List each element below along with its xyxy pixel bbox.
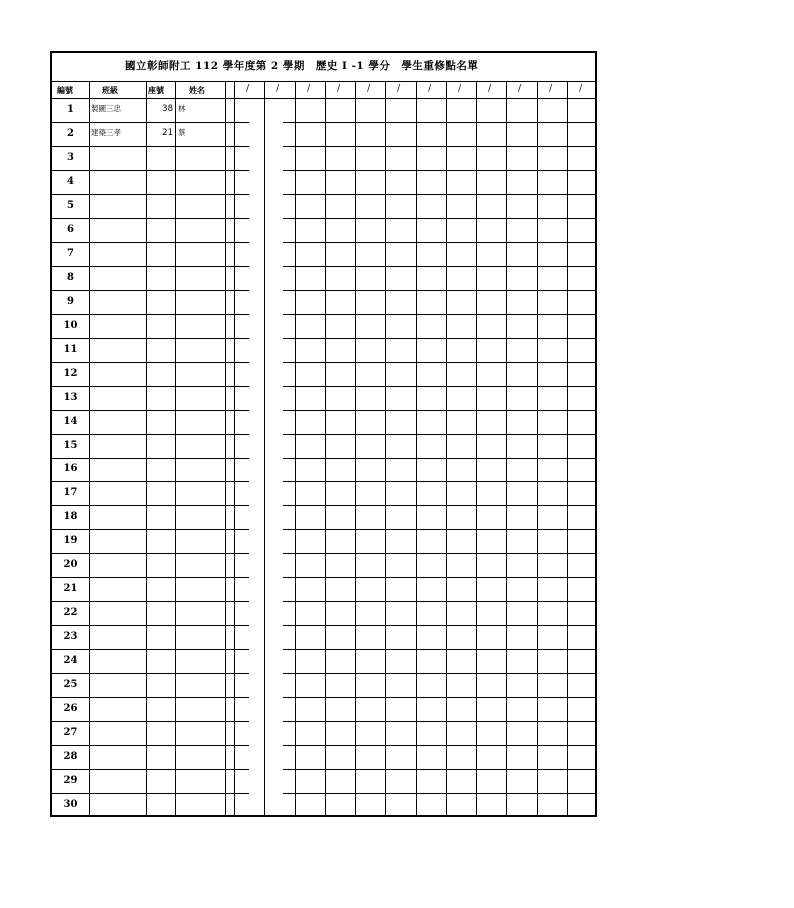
name-stub-divider — [235, 577, 249, 578]
row-number: 20 — [63, 559, 78, 571]
name-stub-divider — [235, 170, 249, 171]
name-stub-divider — [235, 122, 249, 123]
column-divider — [146, 81, 147, 817]
date-row-divider — [283, 266, 597, 267]
header-divider — [50, 98, 597, 99]
name-row-divider — [225, 793, 234, 794]
name-row-divider — [225, 218, 234, 219]
row-class: 建築三孝 — [91, 127, 121, 137]
date-column-divider — [264, 81, 265, 817]
row-divider — [50, 338, 235, 339]
row-number: 10 — [63, 319, 78, 331]
date-row-divider — [283, 769, 597, 770]
date-row-divider — [283, 434, 597, 435]
name-stub-divider — [235, 338, 249, 339]
name-row-divider — [225, 290, 234, 291]
name-stub-divider — [235, 769, 249, 770]
name-row-divider — [225, 458, 234, 459]
row-number: 21 — [63, 583, 78, 595]
name-row-divider — [225, 769, 234, 770]
name-row-divider — [225, 242, 234, 243]
name-stub-divider — [235, 290, 249, 291]
date-column-divider — [234, 81, 235, 817]
date-row-divider — [283, 122, 597, 123]
row-divider — [50, 697, 235, 698]
row-divider — [50, 673, 235, 674]
row-number: 7 — [67, 247, 74, 259]
row-divider — [50, 601, 235, 602]
date-column-divider — [476, 81, 477, 817]
date-column-divider — [416, 81, 417, 817]
name-stub-divider — [235, 529, 249, 530]
name-stub-divider — [235, 242, 249, 243]
row-divider — [50, 146, 235, 147]
name-row-divider — [225, 194, 234, 195]
date-column-divider — [295, 81, 296, 817]
name-row-divider — [225, 625, 234, 626]
name-stub-divider — [235, 218, 249, 219]
name-stub-divider — [235, 601, 249, 602]
date-slash: / — [428, 84, 432, 94]
row-number: 24 — [63, 655, 78, 667]
date-row-divider — [283, 505, 597, 506]
border-top — [50, 51, 597, 53]
header-seat: 座號 — [148, 85, 164, 95]
name-row-divider — [225, 338, 234, 339]
date-column-divider — [567, 81, 568, 817]
name-row-divider — [225, 721, 234, 722]
row-divider — [50, 458, 235, 459]
column-divider — [225, 81, 226, 817]
date-row-divider — [283, 553, 597, 554]
name-stub-divider — [235, 194, 249, 195]
name-stub-divider — [235, 553, 249, 554]
date-slash: / — [397, 84, 401, 94]
row-divider — [50, 553, 235, 554]
name-row-divider — [225, 170, 234, 171]
date-row-divider — [283, 386, 597, 387]
column-divider — [175, 81, 176, 817]
name-stub-divider — [235, 314, 249, 315]
date-column-divider — [537, 81, 538, 817]
date-slash: / — [337, 84, 341, 94]
date-row-divider — [283, 314, 597, 315]
date-row-divider — [283, 218, 597, 219]
name-row-divider — [225, 673, 234, 674]
row-name: 蔡 — [178, 127, 186, 137]
row-number: 18 — [63, 511, 78, 523]
date-row-divider — [283, 410, 597, 411]
date-row-divider — [283, 745, 597, 746]
row-divider — [50, 769, 235, 770]
name-row-divider — [225, 266, 234, 267]
name-stub-divider — [235, 434, 249, 435]
name-row-divider — [225, 577, 234, 578]
name-row-divider — [225, 553, 234, 554]
row-divider — [50, 529, 235, 530]
date-row-divider — [283, 242, 597, 243]
date-slash: / — [307, 84, 311, 94]
row-number: 30 — [63, 799, 78, 811]
row-divider — [50, 122, 235, 123]
name-row-divider — [225, 434, 234, 435]
name-stub-divider — [235, 146, 249, 147]
row-divider — [50, 290, 235, 291]
row-number: 27 — [63, 727, 78, 739]
date-column-divider — [355, 81, 356, 817]
name-stub-divider — [235, 721, 249, 722]
date-slash: / — [488, 84, 492, 94]
name-row-divider — [225, 601, 234, 602]
row-number: 23 — [63, 631, 78, 643]
name-row-divider — [225, 697, 234, 698]
date-column-divider — [385, 81, 386, 817]
row-number: 12 — [63, 367, 78, 379]
row-number: 19 — [63, 535, 78, 547]
row-name: 林 — [178, 103, 186, 113]
row-class: 製圖三忠 — [91, 103, 121, 113]
name-row-divider — [225, 529, 234, 530]
row-divider — [50, 434, 235, 435]
attendance-sheet — [50, 51, 597, 817]
row-number: 28 — [63, 751, 78, 763]
row-divider — [50, 410, 235, 411]
row-number: 14 — [63, 415, 78, 427]
row-number: 15 — [63, 439, 78, 451]
row-number: 2 — [67, 127, 74, 139]
date-row-divider — [283, 793, 597, 794]
date-row-divider — [283, 625, 597, 626]
date-row-divider — [283, 338, 597, 339]
date-column-divider — [446, 81, 447, 817]
name-stub-divider — [235, 697, 249, 698]
row-number: 16 — [63, 463, 78, 475]
date-row-divider — [283, 673, 597, 674]
name-stub-divider — [235, 745, 249, 746]
row-number: 17 — [63, 487, 78, 499]
name-row-divider — [225, 481, 234, 482]
date-row-divider — [283, 721, 597, 722]
header-name: 姓名 — [189, 85, 205, 95]
date-row-divider — [283, 697, 597, 698]
row-number: 11 — [63, 343, 78, 355]
name-row-divider — [225, 146, 234, 147]
row-divider — [50, 266, 235, 267]
name-row-divider — [225, 745, 234, 746]
row-number: 4 — [67, 175, 74, 187]
name-stub-divider — [235, 386, 249, 387]
row-number: 25 — [63, 679, 78, 691]
row-divider — [50, 242, 235, 243]
date-row-divider — [283, 649, 597, 650]
name-row-divider — [225, 362, 234, 363]
name-row-divider — [225, 410, 234, 411]
name-row-divider — [225, 649, 234, 650]
name-stub-divider — [235, 481, 249, 482]
row-divider — [50, 793, 235, 794]
date-column-divider — [325, 81, 326, 817]
row-number: 29 — [63, 775, 78, 787]
row-number: 8 — [67, 271, 74, 283]
row-divider — [50, 362, 235, 363]
name-row-divider — [225, 314, 234, 315]
row-number: 3 — [67, 151, 74, 163]
row-divider — [50, 577, 235, 578]
date-slash: / — [518, 84, 522, 94]
row-divider — [50, 386, 235, 387]
date-row-divider — [283, 146, 597, 147]
row-number: 13 — [63, 391, 78, 403]
row-divider — [50, 481, 235, 482]
row-divider — [50, 194, 235, 195]
date-row-divider — [283, 577, 597, 578]
name-row-divider — [225, 505, 234, 506]
date-row-divider — [283, 290, 597, 291]
row-divider — [50, 745, 235, 746]
date-row-divider — [283, 458, 597, 459]
row-number: 6 — [67, 223, 74, 235]
name-stub-divider — [235, 458, 249, 459]
name-row-divider — [225, 122, 234, 123]
date-slash: / — [458, 84, 462, 94]
date-slash: / — [246, 84, 250, 94]
row-divider — [50, 649, 235, 650]
name-stub-divider — [235, 410, 249, 411]
name-stub-divider — [235, 266, 249, 267]
row-number: 5 — [67, 199, 74, 211]
row-divider — [50, 505, 235, 506]
column-divider — [89, 81, 90, 817]
name-stub-divider — [235, 505, 249, 506]
row-seat: 21 — [162, 127, 173, 138]
name-stub-divider — [235, 362, 249, 363]
sheet-title: 國立彰師附工 112 學年度第 2 學期 歷史 I -1 學分 學生重修點名單 — [125, 60, 479, 72]
title-divider — [50, 81, 597, 82]
row-seat: 38 — [162, 103, 173, 114]
name-stub-divider — [235, 649, 249, 650]
date-row-divider — [283, 170, 597, 171]
date-row-divider — [283, 194, 597, 195]
header-number: 編號 — [57, 85, 73, 95]
date-row-divider — [283, 601, 597, 602]
row-number: 26 — [63, 703, 78, 715]
row-divider — [50, 314, 235, 315]
header-class: 班級 — [102, 85, 118, 95]
row-number: 22 — [63, 607, 78, 619]
date-row-divider — [283, 529, 597, 530]
name-row-divider — [225, 386, 234, 387]
row-divider — [50, 218, 235, 219]
row-divider — [50, 625, 235, 626]
name-stub-divider — [235, 793, 249, 794]
date-row-divider — [283, 481, 597, 482]
row-divider — [50, 721, 235, 722]
date-slash: / — [579, 84, 583, 94]
row-divider — [50, 170, 235, 171]
row-number: 9 — [67, 295, 74, 307]
date-column-divider — [506, 81, 507, 817]
border-bottom — [50, 815, 597, 817]
date-slash: / — [276, 84, 280, 94]
name-stub-divider — [235, 673, 249, 674]
date-slash: / — [367, 84, 371, 94]
name-stub-divider — [235, 625, 249, 626]
date-row-divider — [283, 362, 597, 363]
date-slash: / — [549, 84, 553, 94]
row-number: 1 — [67, 103, 74, 115]
